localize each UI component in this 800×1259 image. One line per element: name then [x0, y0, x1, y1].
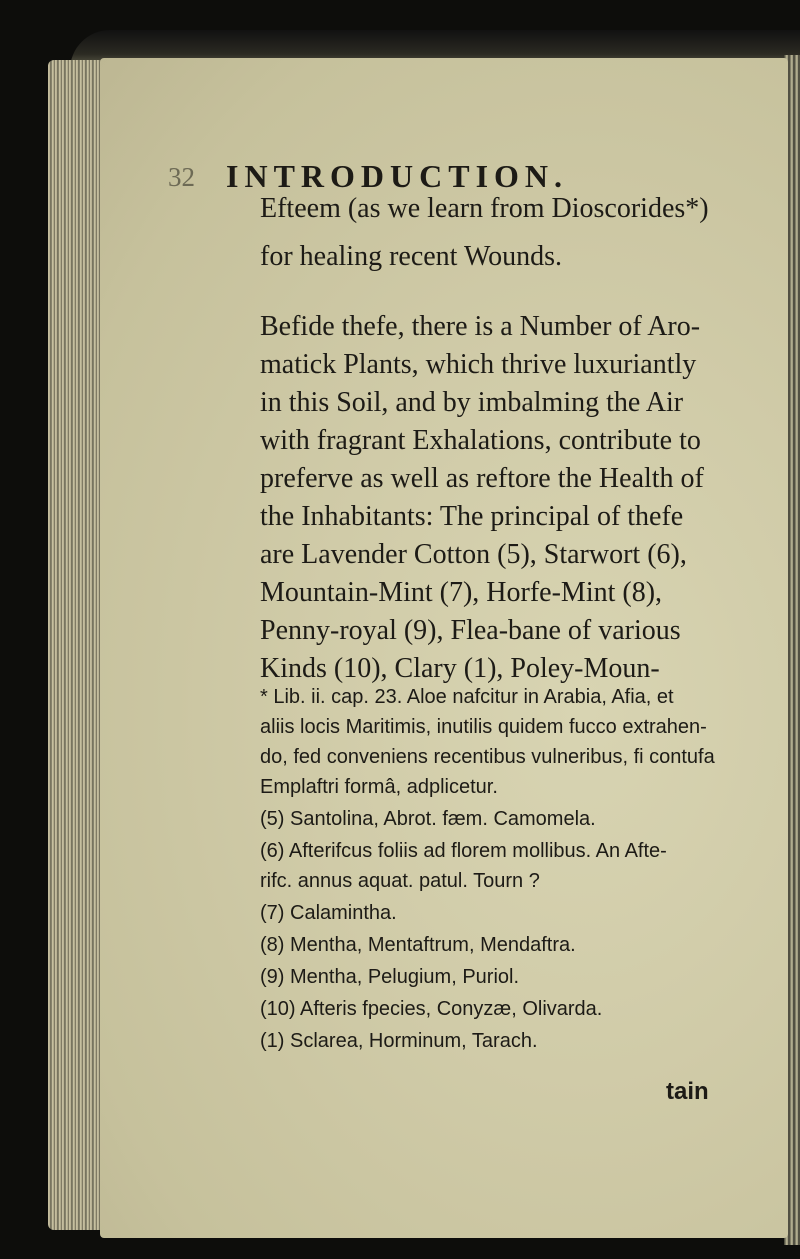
body-line: matick Plants, which thrive luxuriantly — [260, 349, 697, 380]
footnote-line: do, fed conveniens recentibus vulneribus, fi contufa — [260, 746, 715, 768]
footnote-line: rifc. annus aquat. patul. Tourn ? — [260, 870, 540, 892]
body-line: in this Soil, and by imbalming the Air — [260, 387, 684, 418]
body-line: are Lavender Cotton (5), Starwort (6), — [260, 539, 687, 570]
footnote-line: (10) Afteris fpecies, Conyzæ, Olivarda. — [260, 998, 603, 1020]
footnote-line: (1) Sclarea, Horminum, Tarach. — [260, 1030, 538, 1052]
footnote-line: (5) Santolina, Abrot. fæm. Camomela. — [260, 808, 596, 830]
body-line: with fragrant Exhalations, contribute to — [260, 425, 701, 456]
catchword: tain — [666, 1078, 709, 1105]
body-line: Mountain-Mint (7), Horfe-Mint (8), — [260, 577, 663, 608]
footnote-line: * Lib. ii. cap. 23. Aloe nafcitur in Arabia, Afia, et — [260, 686, 674, 708]
body-line: for healing recent Wounds. — [260, 241, 563, 272]
footnote-line: (8) Mentha, Mentaftrum, Mendaftra. — [260, 934, 576, 956]
footnote-line: Emplaftri formâ, adplicetur. — [260, 776, 498, 798]
body-line: the Inhabitants: The principal of thefe — [260, 501, 684, 532]
page-number: 32 — [168, 162, 195, 192]
body-line: Efteem (as we learn from Dioscorides*) — [260, 193, 709, 224]
running-head: INTRODUCTION. — [226, 158, 569, 194]
footnote-line: (9) Mentha, Pelugium, Puriol. — [260, 966, 520, 988]
body-line: Penny-royal (9), Flea-bane of various — [260, 615, 681, 646]
footnote-line: aliis locis Maritimis, inutilis quidem fucco extrahen- — [260, 716, 707, 738]
footnote-line: (6) Afterifcus foliis ad florem mollibus. An Afte- — [260, 840, 667, 862]
left-page-edges — [48, 60, 108, 1230]
body-line: Kinds (10), Clary (1), Poley-Moun- — [260, 653, 660, 684]
footnote-line: (7) Calamintha. — [260, 902, 397, 924]
body-line: preferve as well as reftore the Health of — [260, 463, 704, 494]
body-line: Befide thefe, there is a Number of Aro- — [260, 311, 701, 342]
